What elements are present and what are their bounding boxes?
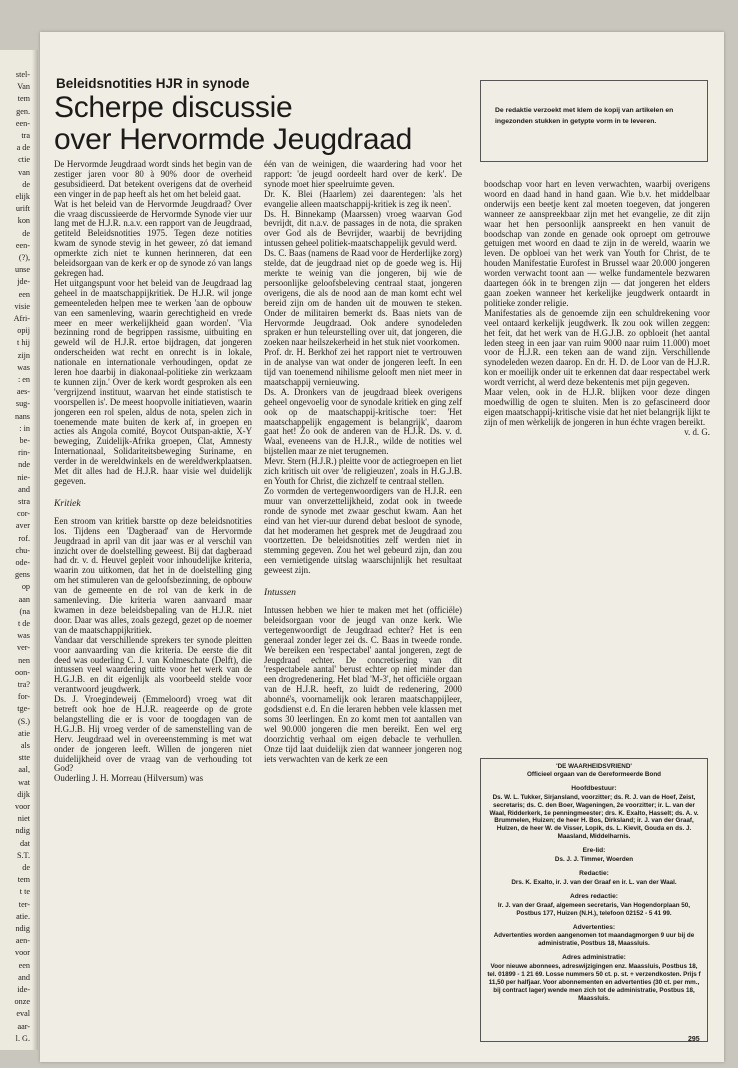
previous-page-fragment: sug- (15, 399, 30, 409)
previous-page-fragment: een- (15, 118, 30, 128)
previous-page-fragment: gens (14, 570, 30, 580)
paragraph: De Hervormde Jeugdraad wordt sinds het begin van de zestiger jaren voor 80 à 90% door de overheid gesubsidieerd. Dat betekent overigens dat de overheid een vinger in de pap heeft als het om het beleid gaat. (54, 160, 252, 199)
masthead-heading: Hoofdbestuur: (571, 784, 617, 792)
previous-page-fragment: tra (21, 131, 30, 140)
paragraph: Wat is het beleid van de Hervormde Jeugdraad? Over die vraag discussieerde de Hervormde Synode vier uur lang met de H.J.R. n.a.v. een rapport van de Jeugdraad, getiteld Beleidsnotities 1975. Tegen deze notities kwam de synode stevig in het geweer, zó dat iemand opmerkte zich niet te kunnen herinneren, dat een beleidsorgaan van de kerk er op de synode zó van langs gekregen had. (54, 198, 252, 278)
previous-page-fragment: ndig (15, 924, 30, 933)
previous-page-fragment: be- (19, 436, 30, 445)
headline-line-2: over Hervormde Jeugdraad (54, 123, 412, 156)
previous-page-fragment: Afri- (13, 314, 30, 323)
previous-page-fragment: a de (16, 143, 30, 153)
previous-page-fragment: eval (16, 1009, 30, 1019)
previous-page-fragment: een (18, 960, 30, 970)
previous-page-fragment: op (21, 582, 30, 592)
masthead-title: 'DE WAARHEIDSVRIEND' (556, 763, 632, 770)
masthead-heading: Adres redactie: (569, 892, 618, 900)
article-column-1 (54, 160, 252, 1040)
previous-page-fragment: opij (17, 326, 30, 336)
previous-page-fragment: ndig (15, 826, 30, 836)
subheading-kritiek: Kritiek (54, 497, 81, 509)
paragraph: Een stroom van kritiek barstte op deze beleidsnotities los. Tijdens een 'Dagberaad' van de Hervormde Jeugdraad in april van dit jaar was er al verschil van inzicht over de doelstelling geweest. Bij dat dagberaad had dr. v. d. Heuvel gepleit voor inhoudelijke kriteria, waarin zou uitkomen, dat het in de doelstelling ging om het stimuleren van de geloofsbezinning, de opbouw van de gemeente en de rol van de kerk in de samenleving. Die kriteria waren aanvaard maar kwamen in deze beleidsbepaling van de H.J.R. niet door. Daar was alles, zoals gezegd, gezet op de noemer van de maatschappijkritiek. (54, 515, 252, 635)
paragraph: Zo vormden de vertegenwoordigers van de H.J.R. een muur van onverzettelijkheid, zodat ook in tweede ronde de synode met zwaar geschut kwam. Aan het eind van het vier-uur durend debat besloot de synode, dat het moderamen het gesprek met de Jeugdraad zou voortzetten. De beleidsnotities zelf werden niet in stemming gegeven. Zou het wel gebeurd zijn, dan zou een vernietigende uitslag waarschijnlijk het resultaat geweest zijn. (264, 485, 462, 576)
previous-page-fragment: de (22, 179, 30, 189)
previous-page-fragment: jde- (17, 277, 30, 287)
previous-page-fragment: de (22, 228, 30, 238)
previous-page-fragment: nde (18, 460, 30, 470)
previous-page-fragment: S.T. (16, 850, 30, 860)
previous-page-fragment: l. G. (15, 1033, 30, 1043)
previous-page-fragment: ver- (16, 643, 30, 653)
previous-page-fragment: : en (17, 375, 30, 384)
previous-page-fragment: kon (17, 216, 30, 226)
previous-page-fragment: visie (14, 301, 30, 311)
previous-page-fragment: nen (18, 655, 30, 665)
article-column-3 (484, 180, 710, 700)
previous-page-fragment: and (18, 972, 30, 982)
masthead-heading: Ere-lid: (582, 847, 606, 855)
previous-page-fragment: (na (19, 606, 30, 616)
previous-page-edge (0, 50, 38, 1050)
previous-page-fragment: aar- (17, 1021, 30, 1031)
previous-page-fragment: rin- (18, 448, 30, 458)
paragraph: Maar velen, ook in de H.J.R. blijken voor deze dingen moedwillig de ogen te sluiten. Men is zo gefascineerd door eigen maatschappij-kritische visie dat het niet belangrijk lijkt te zijn of men wèrkelijk de jongeren in hun échte vragen bereikt. (484, 387, 710, 427)
paragraph: Mevr. Stern (H.J.R.) pleitte voor de actiegroepen en liet zich kritisch uit over 'de religieuzen', zoals in H.G.J.B. en Youth for Christ, die zichzelf te centraal stellen. (264, 456, 462, 486)
previous-page-fragment: ide- (17, 985, 30, 994)
masthead-text: Ds. J. J. Timmer, Woerden (554, 856, 634, 864)
paragraph: Intussen hebben we hier te maken met het (officiële) beleidsorgaan voor de jeugd van onze kerk. Wie vertegenwoordigt de Jeugdraad echter? Het is een generaal zonder leger zei ds. C. Baas in tweede ronde. We bereiken een 'respectabel' aantal jongeren, zegt de Jeugdraad echter. De concretisering van dit 'respectabele aantal' berust echter op niet minder dan een drogredenering. Het blad 'M-3', het officiële orgaan van de H.J.R. heeft, zo luidt de redenering, 2000 abonné's, voornamelijk ook leraren maatschappijleer, godsdienst e.d. En die leraren hebben vele klassen met soms 30 leerlingen. En zo komt men tot aantallen van wel 90.000 jongeren die men bereikt. Een wel erg doorzichtig verhaal om eigen debacle te verhullen. Onze tijd laat duidelijk zien dat wanneer jongeren nog iets verwachten van de kerk ze een (264, 604, 462, 764)
previous-page-fragment: aes- (16, 387, 30, 397)
previous-page-fragment: was (17, 631, 30, 641)
previous-page-fragment: als (20, 741, 30, 750)
masthead-heading: Adres administratie: (562, 954, 626, 962)
previous-page-fragment: tra? (17, 680, 30, 689)
previous-page-fragment: een- (15, 240, 30, 250)
previous-page-fragment: Van (17, 82, 30, 92)
page-gutter (32, 50, 38, 1050)
previous-page-fragment: stel- (15, 70, 30, 79)
previous-page-fragment: aver (15, 521, 30, 531)
previous-page-fragment: nans (14, 411, 30, 421)
previous-page-fragment: ter- (18, 899, 30, 909)
subheading-intussen: Intussen (264, 587, 296, 599)
paragraph: Ds. A. Dronkers van de jeugdraad bleek overigens geheel ongevoelig voor de synodale kritiek en ging zelf ook op de maatschappij-kritische toer: 'Het maatschappelijk engagement is belangrijk', daarom gaat het! Zo ook de anderen van de H.J.R. Ds. v. d. Waal, eveneens van de H.J.R., wilde de notities wel bijstellen maar ze niet terugnemen. (264, 386, 462, 457)
masthead-text: Drs. K. Exalto, ir. J. van der Graaf en ir. L. van der Waal. (511, 878, 677, 886)
previous-page-fragment: tem (17, 94, 30, 104)
headline-line-1: Scherpe discussie (54, 91, 293, 124)
masthead-box (480, 758, 708, 1042)
previous-page-fragment: elijk (15, 192, 30, 201)
previous-page-fragment: (?), (18, 253, 30, 262)
previous-page-fragment: was (17, 362, 30, 372)
paragraph: Ds. J. Vroegindeweij (Emmeloord) vroeg wat dit betreft ook hoe de H.J.R. reageerde op de grote belangstelling die er is voor de toogdagen van de H.G.J.B. Hij vroeg verder of de samenstelling van de Herv. Jeugdraad wel in overeenstemming is met wat onder de jongeren leeft. Willen de jongeren niet duidelijkheid over de vraag van de verhouding tot God? (54, 694, 252, 774)
previous-page-fragment: cor- (16, 509, 30, 519)
paragraph: Het uitgangspunt voor het beleid van de Jeugdraad lag geheel in de maatschappijkritiek. De H.J.R. wil jonge gemeenteleden helpen mee te werken 'aan de opbouw van een samenleving, waarin gerechtigheid en vrede meer en meer werkelijkheid gaan worden'. 'Via bezinning rond de begrippen rassisme, uitbuiting en geweld wil de H.J.R. ertoe bijdragen, dat jongeren onderscheiden wat recht en onrecht is in lokale, nationale en internationale verhoudingen, opdat ze leren hoe daarbij in diakonaal-politieke zin werkzaam te kunnen zijn.' Over de kerk wordt gesproken als een 'vergrijzend instituut, waarvan het einde statistisch te voorspellen is'. De meest hoopvolle initiatieven, waarin jongeren een rol spelen, aldus de nota, spelen zich in toenemende mate buiten de kerk af, in groepen en acties als Angola comité, Boycot Outspan-aktie, X-Y beweging, Zuidelijk-Afrika groepen, Clat, Amnesty Internationaal, Solidariteitsbeweging Suriname, en verder in de wereldwinkels en de wereldwerkplaatsen. Met dit alles had de H.J.R. haar visie wel duidelijk gegeven. (54, 277, 252, 486)
paragraph: Dr. K. Blei (Haarlem) zei daarentegen: 'als het evangelie alleen maatschappij-kritiek is zeg ik neen'. (264, 188, 462, 209)
previous-page-fragment: ctie (18, 155, 30, 165)
previous-page-fragment: een (18, 289, 30, 299)
previous-page-fragment: zijn (17, 350, 30, 360)
masthead-text: Advertenties worden aangenomen tot maandagmorgen 9 uur bij de administratie, Postbus 18, Maassluis. (493, 932, 695, 948)
article-column-2 (264, 160, 462, 1040)
previous-page-fragment: tem (17, 875, 30, 885)
previous-page-fragment: nie- (17, 472, 30, 482)
previous-page-fragment: voor (14, 948, 30, 958)
article-page (40, 32, 724, 1062)
previous-page-fragment: voor (14, 802, 30, 811)
masthead-subtitle: Officieel orgaan van de Gereformeerde Bond (526, 770, 662, 778)
previous-page-fragment: dat (19, 838, 30, 848)
previous-page-fragment: onze (14, 997, 30, 1007)
paragraph: één van de weinigen, die waardering had voor het rapport: 'de jeugd oordeelt hard over de kerk'. De synode moet hier speelruimte geven. (264, 160, 462, 189)
masthead-heading: Advertenties: (572, 923, 616, 931)
editorial-notice-text: De redaktie verzoekt met klem de kopij van artikelen en ingezonden stukken in getypte vorm in te leveren. (495, 107, 674, 125)
previous-page-fragment: : in (19, 423, 30, 433)
previous-page-fragment: de (22, 863, 30, 872)
paragraph: Ouderling J. H. Morreau (Hilversum) was (54, 773, 204, 784)
previous-page-fragment: ode- (15, 558, 30, 567)
previous-page-fragment: atie (18, 728, 30, 738)
masthead-text: Ir. J. van der Graaf, algemeen secretaris, Van Hogendorplaan 50, Postbus 177, Huizen (N.H.), telefoon 02152 - 5 41 99. (497, 901, 691, 917)
previous-page-fragment: gen. (16, 106, 30, 116)
paragraph: Manifestaties als de genoemde zijn een schuldrekening voor veel ontaard kerkelijk jeugdwerk. Ik zou ook willen zeggen: het feit, dat het werk van de H.G.J.B. zo opbloeit (het aantal leden steeg in een jaar van ruim 9000 naar ruim 11.000) moet voor de H.J.R. een teken aan de wand zijn. Verschillende synodeleden wezen daarop. En dr. H. D. de Loor van de H.J.R. kon er moeilijk onder uit te erkennen dat daar respectabel werk wordt verricht, al werd deze bekentenis met pijn gegeven. (484, 307, 710, 388)
previous-page-fragment: dijk (17, 789, 30, 799)
previous-page-fragment: aal, (18, 765, 30, 775)
previous-page-fragment: oon- (14, 667, 30, 677)
previous-page-fragment: urift (15, 204, 30, 214)
article-kicker: Beleidsnotities HJR in synode (56, 76, 250, 91)
article-headline (54, 92, 504, 156)
masthead-text: Voor nieuwe abonnees, adreswijzigingen enz. Maassluis, Postbus 18, tel. 01899 - 1 21 69. Losse nummers 50 ct. p. st. + verzendkosten. Prijs f 11,50 per halfjaar. Voor abonnementen en advertenties (30 ct. per mm., bij contract lager) wende men zich tot de administratie, Postbus 18, Maassluis. (487, 963, 701, 1002)
previous-page-fragment: wat (18, 777, 30, 787)
previous-page-fragment: tge- (17, 704, 30, 714)
paragraph: Ds. H. Binnekamp (Maarssen) vroeg waarvan God bevrijdt, dit n.a.v. de passages in de nota, die spraken over God als de Bevrijder, waarbij de bevrijding intussen geheel politiek-maatschappelijk gevuld werd. (264, 208, 462, 249)
author-signature: v. d. G. (684, 426, 710, 437)
previous-page-fragment: stte (18, 753, 30, 763)
previous-page-fragment: atie. (16, 911, 30, 921)
paragraph: boodschap voor hart en leven verwachten, waarbij overigens woord en daad hand in hand gaan. Wie b.v. het middelbaar onderwijs een beetje kent zal moeten toegeven, dat jongeren wanneer ze aanspreekbaar zijn met het evangelie, ze dit zijn waar het hen persoonlijk aanspreekt en hen vanuit de boodschap van zonde en genade ook oproept om getrouwe getuigen met woord en daad te zijn in de wereld, waarin we leven. De opbloei van het werk van Youth for Christ, de te houden Manifestatie Eurofest in Brussel waar 20.000 jongeren worden verwacht toont aan — welke fundamentele bezwaren daartegen óók in te brengen zijn — dat jongeren het elders gaan zoeken wanneer het kerkelijke jeugdwerk ontaardt in politieke zonder religie. (484, 180, 710, 308)
previous-page-fragment: for- (17, 692, 30, 702)
previous-page-fragment: t te (19, 887, 30, 897)
previous-page-fragment: unse (14, 265, 30, 275)
previous-page-fragment: chu- (15, 545, 30, 555)
previous-page-fragment: stra (18, 497, 30, 506)
previous-page-fragment: t hij (17, 338, 30, 348)
previous-page-fragment: t de (17, 619, 30, 628)
masthead-text: Ds. W. L. Tukker, Sirjansland, voorzitter; ds. R. J. van de Hoef, Zeist, secretaris; ds. C. den Boer, Wageningen, 2e voorzitter; ir. L. van der Waal, Ridderkerk, 1e penningmeester; drs. K. Exalto, Hasselt; ds. A. v. Brummelen, Huizen; de heer H. Bos, Dirksland; ir. J. van der Graaf, Hulzen, de heer W. de Visser, Lopik, ds. L. Kievit, Gouda en ds. J. Maasland, Middelharnis. (489, 793, 699, 841)
paragraph: Vandaar dat verschillende sprekers ter synode pleitten voor aanvaarding van die kriteria. De eerste die dit deed was ouderling C. J. van Kolmeschate (Delft), die intussen veel waardering uitte voor het werk van de H.G.J.B. en dit eigenlijk als voorbeeld stelde voor verantwoord jeugdwerk. (54, 634, 252, 695)
previous-page-fragment: (S.) (17, 716, 30, 726)
masthead-heading: Redactie: (579, 869, 609, 877)
page-number: 295 (688, 1036, 700, 1043)
previous-page-fragment: rof. (18, 533, 30, 543)
previous-page-fragment: aan (18, 594, 30, 604)
paragraph: Prof. dr. H. Berkhof zei het rapport niet te vertrouwen in de analyse van wat onder de jongeren leeft. In een tijd van toenemend nihilisme gelooft men niet meer in maatschappij vernieuwing. (264, 347, 462, 387)
editorial-notice-box (480, 80, 708, 162)
paragraph: Ds. C. Baas (namens de Raad voor de Herderlijke zorg) stelde, dat de jeugdraad niet op de goede weg is. Hij merkte te weinig van die jongeren, bij wie de persoonlijke geloofsbeleving centraal staat, jongeren overigens, die als de nood aan de man komt echt wel bereid zijn om de handen uit de mouwen te steken. Onder de militairen bemerkt ds. Baas niets van de Hervormde Jeugdraad. Ook andere synodeleden spraken er hun teleurstelling over uit, dat jongeren, die zoeken naar heilszekerheid in het stuk niet voorkomen. (264, 248, 462, 348)
previous-page-fragment: aen- (15, 936, 30, 946)
previous-page-fragment: and (18, 484, 30, 494)
previous-page-fragment: niet (17, 814, 30, 824)
previous-page-fragment: van (18, 167, 30, 177)
